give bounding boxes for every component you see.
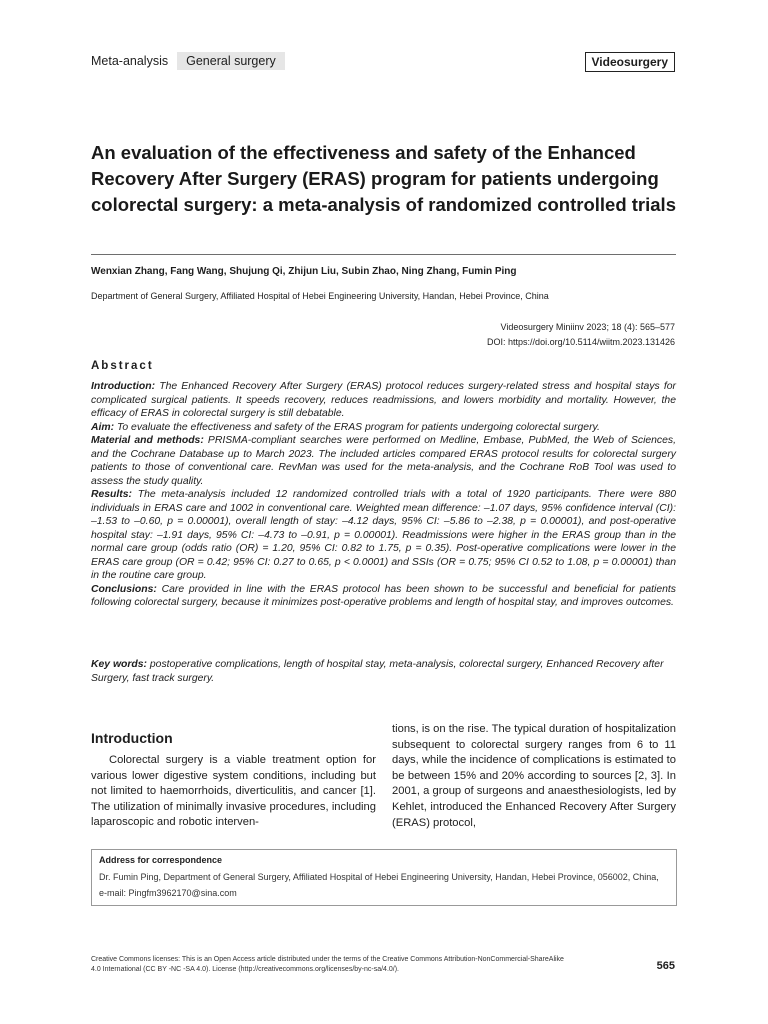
body-column-right xyxy=(392,722,676,831)
license-notice: Creative Commons licenses: This is an Open Access article distributed under the terms of the Creative Commons Attribution-NonCommercial-ShareAlike 4.0 International (CC BY -NC -SA 4.0). License (http://creativecommons.org/licenses/by-nc-sa/4.0/). xyxy=(91,956,564,973)
abstract-label: Aim: xyxy=(91,421,115,433)
body-column-left xyxy=(91,730,376,831)
abstract-label: Results: xyxy=(91,489,132,500)
body-paragraph: tions, is on the rise. The typical duration of hospitalization subsequent to colorectal surgery ranges from 6 to 11 days, while the incidence of complications is estimated to be between 15% and 20% according to sources [2, 3]. In 2001, a group of surgeons and anaesthesiologists, led by Kehlet, introduced the Enhanced Recovery After Surgery (ERAS) protocol, xyxy=(392,723,676,829)
abstract-label: Conclusions: xyxy=(91,583,157,595)
body-paragraph: Colorectal surgery is a viable treatment option for various lower digestive system conditions, including but not limited to haemorrhoids, diverticulitis, and cancer [1]. The utilization of minimally invasive procedures, including laparoscopic and robotic interven- xyxy=(91,754,376,829)
page-number: 565 xyxy=(656,960,675,972)
article-title: An evaluation of the effectiveness and safety of the Enhanced Recovery After Surgery (ERAS) program for patients undergoing colorectal surgery: a meta-analysis of randomized controlled trials xyxy=(91,142,676,215)
keywords: Key words: postoperative complications, length of hospital stay, meta-analysis, colorectal surgery, Enhanced Recovery after Surgery, fast track surgery. xyxy=(91,659,664,684)
section-label: Meta-analysis xyxy=(91,54,169,68)
abstract-aim: Aim: To evaluate the effectiveness and safety of the ERAS program for patients undergoing colorectal surgery. xyxy=(91,421,600,433)
keywords-label: Key words: xyxy=(91,659,148,670)
abstract-label: Introduction: xyxy=(91,381,156,392)
header-section-labels xyxy=(91,52,285,70)
abstract-introduction: Introduction: The Enhanced Recovery After Surgery (ERAS) protocol reduces surgery-related stress and hospital stays for complicated surgical patients. It speeds recovery, reduces readmissions, and lowers morbidity and mortality. However, the efficacy of ERAS in colorectal surgery is still debatable. xyxy=(91,381,676,419)
title-divider xyxy=(91,254,676,255)
correspondence-text: Dr. Fumin Ping, Department of General Surgery, Affiliated Hospital of Hebei Engineering University, Handan, Hebei Province, 056002, China, e-mail: Pingfm3962170@sina.com xyxy=(99,872,659,898)
abstract-body xyxy=(91,380,676,610)
correspondence-title: Address for correspondence xyxy=(99,855,223,865)
abstract-methods: Material and methods: PRISMA-compliant searches were performed on Medline, Embase, PubMed, the Web of Sciences, and the Cochrane Database up to March 2023. The included articles compared ERAS protocol results for colorectal surgery patients to those of conventional care. RevMan was used for the meta-analysis, and the Cochrane RoB Tool was used to assess the study quality. xyxy=(91,435,676,487)
abstract-conclusions: Conclusions: Care provided in line with the ERAS protocol has been shown to be successful and beneficial for patients following colorectal surgery, because it minimizes post-operative problems and length of hospital stay, and improves outcomes. xyxy=(91,583,676,608)
author-list: Wenxian Zhang, Fang Wang, Shujung Qi, Zhijun Liu, Subin Zhao, Ning Zhang, Fumin Ping xyxy=(91,266,517,277)
abstract-label: Material and methods: xyxy=(91,435,204,446)
citation-block xyxy=(487,320,675,350)
affiliation: Department of General Surgery, Affiliated Hospital of Hebei Engineering University, Handan, Hebei Province, China xyxy=(91,291,549,301)
doi-link[interactable]: DOI: https://doi.org/10.5114/wiitm.2023.131426 xyxy=(487,337,675,347)
abstract-results: Results: The meta-analysis included 12 randomized controlled trials with a total of 1920 participants. There were 880 individuals in ERAS care and 1002 in conventional care. Weighted mean difference: –1.07 days, 95% confidence interval (CI): –1.53 to –0.60, p = 0.00001), overall length of stay: –4.12 days, 95% CI: –5.86 to –2.38, p = 0.00001), and post-operative hospital stay: –1.91 days, 95% CI: –4.73 to –0.91, p = 0.00001). Readmissions were higher in the ERAS group than in the normal care group (odds ratio (OR) = 1.20, 95% CI: 0.82 to 1.75, p = 0.35). Post-operative complications were lower in the ERAS care group (OR = 0.42; 95% CI: 0.27 to 0.65, p < 0.0001) and SSIs (OR = 0.75; 95% CI 0.52 to 1.08, p = 0.00001) than in the routine care group. xyxy=(91,489,676,581)
abstract-heading: Abstract xyxy=(91,360,154,372)
category-tag: General surgery xyxy=(177,52,285,70)
journal-name: Videosurgery xyxy=(585,52,675,72)
journal-citation: Videosurgery Miniinv 2023; 18 (4): 565–577 xyxy=(500,322,675,332)
introduction-heading: Introduction xyxy=(91,730,173,746)
